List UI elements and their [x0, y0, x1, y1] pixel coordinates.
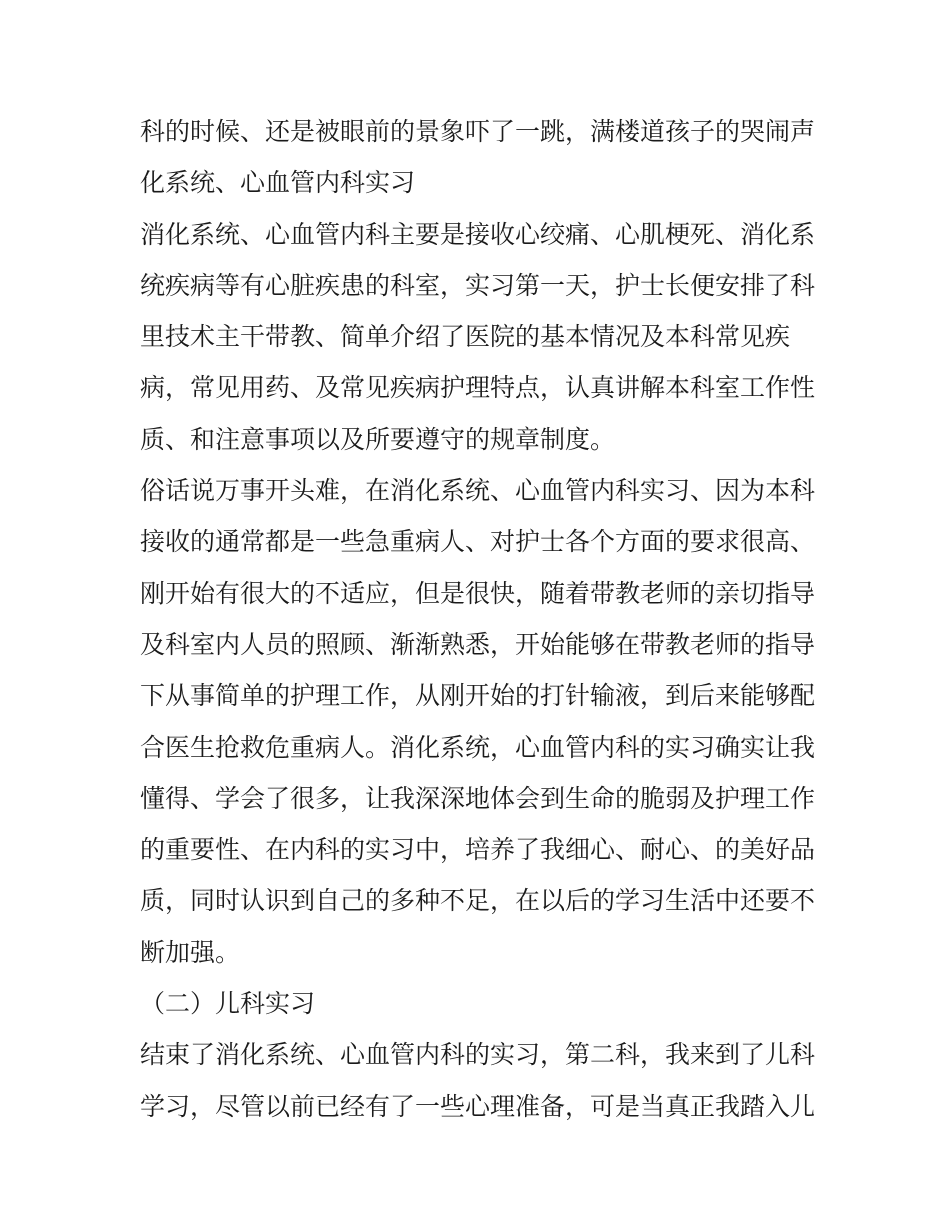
text-line: 懂得、学会了很多，让我深深地体会到生命的脆弱及护理工作 [140, 783, 816, 813]
text-line: 刚开始有很大的不适应，但是很快，随着带教老师的亲切指导 [140, 578, 816, 608]
section-heading: （二）儿科实习 [140, 989, 316, 1019]
text-line: 消化系统、心血管内科主要是接收心绞痛、心肌梗死、消化系 [140, 219, 816, 249]
text-line: 接收的通常都是一些急重病人、对护士各个方面的要求很高、 [140, 527, 816, 557]
text-line: 里技术主干带教、简单介绍了医院的基本情况及本科常见疾 [140, 322, 791, 352]
text-line: 科的时候、还是被眼前的景象吓了一跳，满楼道孩子的哭闹声 [140, 117, 816, 146]
text-line: 断加强。 [140, 937, 241, 967]
text-line: 化系统、心血管内科实习 [140, 168, 416, 198]
text-line: 病，常见用药、及常见疾病护理特点，认真讲解本科室工作性 [140, 373, 816, 403]
text-line: 质，同时认识到自己的多种不足，在以后的学习生活中还要不 [140, 886, 816, 916]
text-line: 学习，尽管以前已经有了一些心理准备，可是当真正我踏入儿 [140, 1091, 816, 1121]
text-line: 及科室内人员的照顾、渐渐熟悉，开始能够在带教老师的指导 [140, 629, 816, 659]
text-line: 结束了消化系统、心血管内科的实习，第二科，我来到了儿科 [140, 1040, 816, 1070]
body-text [140, 106, 820, 1132]
text-line: 下从事简单的护理工作，从刚开始的打针输液，到后来能够配 [140, 681, 816, 711]
text-line: 俗话说万事开头难，在消化系统、心血管内科实习、因为本科 [140, 476, 816, 506]
text-line: 统疾病等有心脏疾患的科室，实习第一天，护士长便安排了科 [140, 270, 816, 300]
text-line: 的重要性、在内科的实习中，培养了我细心、耐心、的美好品 [140, 835, 816, 865]
text-line: 合医生抢救危重病人。消化系统，心血管内科的实习确实让我 [140, 732, 816, 762]
text-line: 质、和注意事项以及所要遵守的规章制度。 [140, 424, 616, 454]
